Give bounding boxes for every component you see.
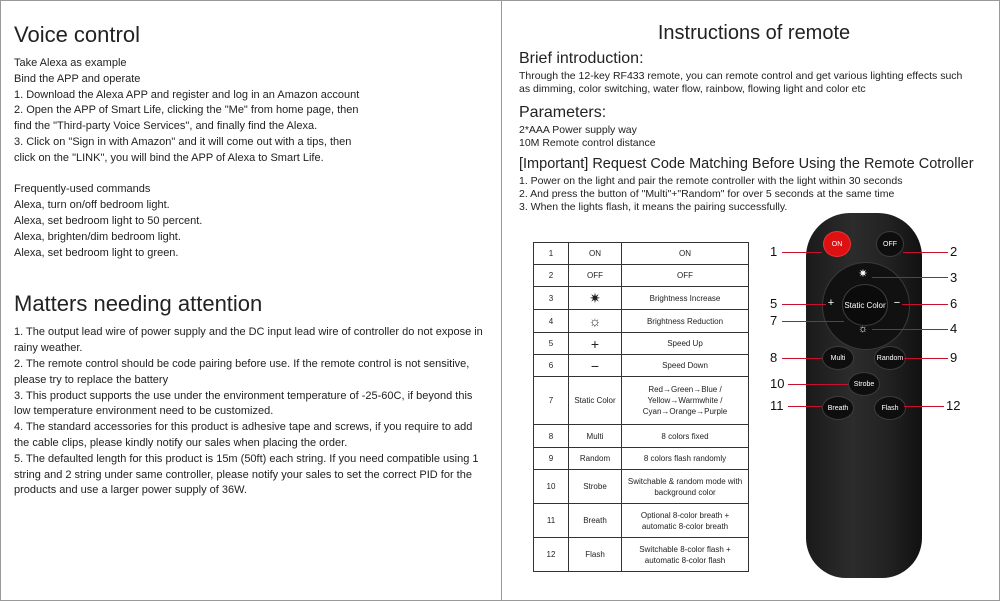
matters-line: 2. The remote control should be code pairing before use. If the remote control is not sensitive, <box>14 357 470 370</box>
table-row <box>534 425 749 448</box>
row-number: 7 <box>534 377 569 425</box>
brief-line: Through the 12-key RF433 remote, you can remote control and get various lighting effects such <box>519 70 963 82</box>
voice-line <box>14 167 484 183</box>
row-key: OFF <box>569 265 622 287</box>
speed-down-button[interactable]: − <box>893 297 901 309</box>
breath-button[interactable]: Breath <box>822 396 854 420</box>
leader-line-7 <box>782 321 844 322</box>
row-number: 11 <box>534 504 569 538</box>
row-description: Speed Up <box>622 333 749 355</box>
params-body <box>519 124 989 150</box>
important-line: 2. And press the button of "Multi"+"Random" for over 5 seconds at the same time <box>519 188 895 200</box>
voice-line: Take Alexa as example <box>14 57 127 69</box>
important-line: 3. When the lights flash, it means the pairing successfully. <box>519 201 788 213</box>
row-number: 5 <box>534 333 569 355</box>
voice-line: Alexa, set bedroom light to green. <box>14 246 179 259</box>
voice-line: click on the "LINK", you will bind the APP of Alexa to Smart Life. <box>14 151 324 164</box>
table-row <box>534 504 749 538</box>
callout-10: 10 <box>770 376 785 391</box>
row-number: 1 <box>534 243 569 265</box>
row-key: − <box>569 355 622 377</box>
matters-line: 4. The standard accessories for this product is adhesive tape and screws, if you require to add <box>14 421 473 434</box>
matters-line: 1. The output lead wire of power supply and the DC input lead wire of controller do not expose in <box>14 326 483 339</box>
instructions-title: Instructions of remote <box>657 22 851 44</box>
callout-11: 11 <box>770 398 784 413</box>
callout-7: 7 <box>770 313 778 328</box>
important-title: [Important] Request Code Matching Before Using the Remote Cotroller <box>519 156 974 172</box>
row-description: Switchable & random mode with background color <box>622 470 749 504</box>
row-description: Brightness Increase <box>622 287 749 310</box>
voice-line: Alexa, turn on/off bedroom light. <box>14 199 170 212</box>
callout-5: 5 <box>770 296 778 311</box>
row-key: ON <box>569 243 622 265</box>
row-number: 2 <box>534 265 569 287</box>
table-row <box>534 333 749 355</box>
callout-1: 1 <box>770 244 778 259</box>
params-title: Parameters: <box>519 104 607 121</box>
params-line: 10M Remote control distance <box>519 137 656 149</box>
brief-title: Brief introduction: <box>519 50 644 67</box>
table-row <box>534 265 749 287</box>
matters-line: the cable clips, please kindly notify our sales when placing the order. <box>14 436 348 449</box>
row-description: 8 colors fixed <box>622 425 749 448</box>
callout-3: 3 <box>950 270 958 285</box>
right-column <box>519 50 989 214</box>
leader-line-6 <box>902 304 948 305</box>
leader-line-10 <box>788 384 848 385</box>
row-description: OFF <box>622 265 749 287</box>
row-number: 3 <box>534 287 569 310</box>
important-body <box>519 175 989 214</box>
static-color-button[interactable]: Static Color <box>842 284 888 326</box>
leader-line-1 <box>782 252 822 253</box>
leader-line-2 <box>903 252 948 253</box>
row-key: Multi <box>569 425 622 448</box>
leader-line-8 <box>782 358 822 359</box>
callout-12: 12 <box>946 398 961 413</box>
leader-line-4 <box>872 329 948 330</box>
callout-6: 6 <box>950 296 958 311</box>
table-row <box>534 310 749 333</box>
callout-8: 8 <box>770 350 778 365</box>
page-divider <box>501 0 502 601</box>
table-row <box>534 538 749 572</box>
speed-up-button[interactable]: + <box>827 297 835 309</box>
row-description: Switchable 8-color flash + automatic 8-color flash <box>622 538 749 572</box>
row-key: ✷ <box>569 287 622 310</box>
callout-2: 2 <box>950 244 958 259</box>
table-row <box>534 377 749 425</box>
matters-line: low temperature environment need to be customized. <box>14 405 274 418</box>
row-key: + <box>569 333 622 355</box>
matters-line: rainy weather. <box>14 342 83 355</box>
button-function-table <box>533 242 749 572</box>
voice-line: 2. Open the APP of Smart Life, clicking the "Me" from home page, then <box>14 104 359 117</box>
row-description: Red→Green→Blue / Yellow→Warmwhite / Cyan→Orange→Purple <box>622 377 749 425</box>
callout-9: 9 <box>950 350 958 365</box>
callout-4: 4 <box>950 321 958 336</box>
leader-line-3 <box>872 277 948 278</box>
brightness-reduction-icon[interactable]: ☼ <box>857 323 869 335</box>
brief-body <box>519 70 989 96</box>
row-number: 6 <box>534 355 569 377</box>
voice-line: 1. Download the Alexa APP and register and log in an Amazon account <box>14 88 360 101</box>
matters-title: Matters needing attention <box>14 291 263 317</box>
table-row <box>534 448 749 470</box>
voice-line: find the "Third-party Voice Services", and finally find the Alexa. <box>14 120 318 133</box>
row-description: 8 colors flash randomly <box>622 448 749 470</box>
table-row <box>534 243 749 265</box>
row-number: 12 <box>534 538 569 572</box>
table-row <box>534 470 749 504</box>
row-key: Flash <box>569 538 622 572</box>
voice-line: Alexa, brighten/dim bedroom light. <box>14 230 181 243</box>
row-key: Strobe <box>569 470 622 504</box>
multi-button[interactable]: Multi <box>822 346 854 370</box>
leader-line-5 <box>782 304 826 305</box>
strobe-button[interactable]: Strobe <box>848 372 880 396</box>
row-description: Optional 8-color breath + automatic 8-color breath <box>622 504 749 538</box>
row-key: Static Color <box>569 377 622 425</box>
left-column <box>14 10 484 499</box>
voice-line: Alexa, set bedroom light to 50 percent. <box>14 214 203 227</box>
row-number: 9 <box>534 448 569 470</box>
leader-line-9 <box>904 358 948 359</box>
row-number: 10 <box>534 470 569 504</box>
table-row <box>534 287 749 310</box>
voice-control-title: Voice control <box>14 22 140 47</box>
params-line: 2*AAA Power supply way <box>519 124 637 136</box>
brightness-increase-icon[interactable]: ✷ <box>858 267 868 280</box>
row-description: Speed Down <box>622 355 749 377</box>
matters-line: 3. This product supports the use under the environment temperature of -25-60C, if beyond this <box>14 389 473 402</box>
matters-line: string and 2 string under same controller, please notify your sales to set the correct PID for the <box>14 468 472 481</box>
leader-line-11 <box>788 406 822 407</box>
important-line: 1. Power on the light and pair the remote controller with the light within 30 seconds <box>519 175 903 187</box>
matters-line: please try to replace the battery <box>14 373 169 386</box>
off-button[interactable]: OFF <box>876 231 904 257</box>
brief-line: as dimming, color switching, water flow, rainbow, flowing light and color etc <box>519 83 866 95</box>
on-button[interactable]: ON <box>823 231 851 257</box>
voice-line: Bind the APP and operate <box>14 72 141 85</box>
leader-line-12 <box>904 406 944 407</box>
voice-line: 3. Click on "Sign in with Amazon" and it will come out with a tips, then <box>14 135 352 148</box>
voice-line: Frequently-used commands <box>14 183 151 196</box>
voice-control-body <box>14 56 484 261</box>
row-description: ON <box>622 243 749 265</box>
row-number: 8 <box>534 425 569 448</box>
row-number: 4 <box>534 310 569 333</box>
matters-body <box>14 325 484 499</box>
row-key: ☼ <box>569 310 622 333</box>
table-row <box>534 355 749 377</box>
row-key: Breath <box>569 504 622 538</box>
matters-line: 5. The defaulted length for this product is 15m (50ft) each string. If you need compatible using 1 <box>14 452 479 465</box>
row-description: Brightness Reduction <box>622 310 749 333</box>
flash-button[interactable]: Flash <box>874 396 906 420</box>
random-button[interactable]: Random <box>874 346 906 370</box>
row-key: Random <box>569 448 622 470</box>
matters-line: products and use a larger power supply of 36W. <box>14 484 247 497</box>
